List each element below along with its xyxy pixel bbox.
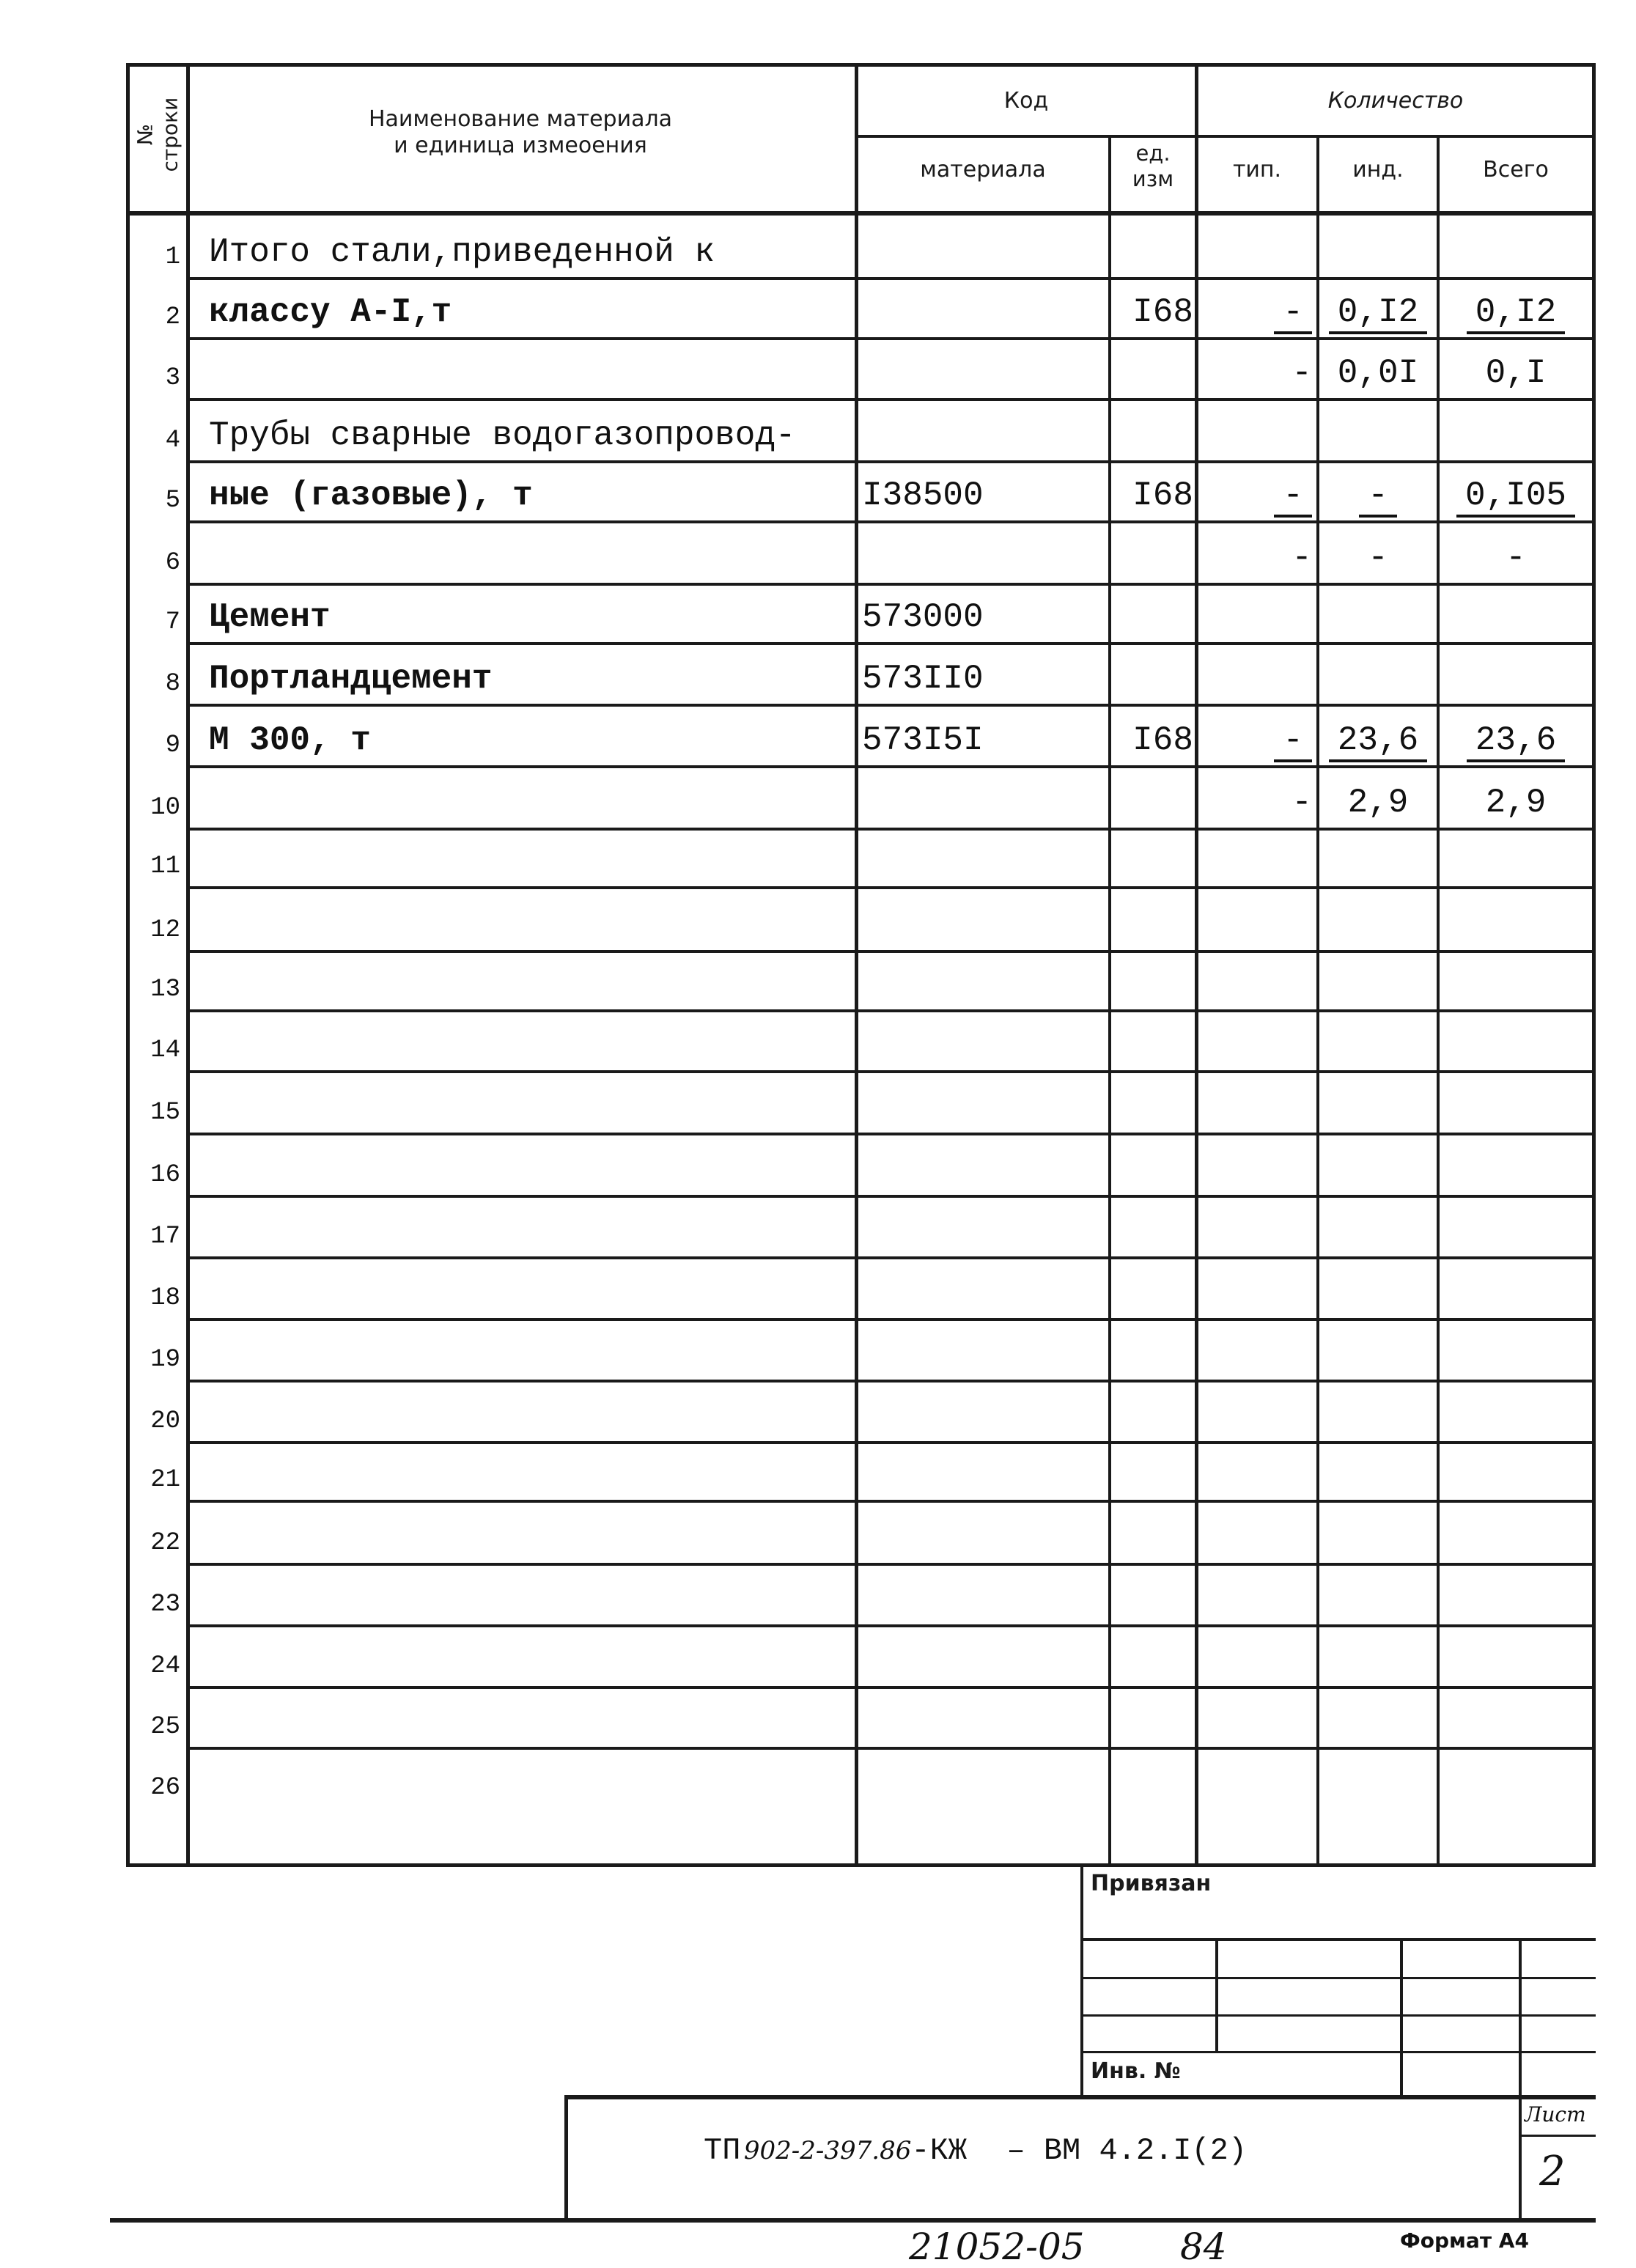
row-separator: [186, 1500, 1596, 1503]
row-separator: [186, 583, 1596, 586]
cell-typ: -: [1292, 539, 1312, 577]
doc-code-suffix: -КЖ: [911, 2133, 967, 2168]
cell-typ: -: [1292, 354, 1312, 392]
row-number: 23: [150, 1591, 180, 1619]
cell-name: ные (газовые), т: [209, 476, 533, 515]
stamp-extra: 84: [1180, 2225, 1227, 2268]
cell-typ: -: [1202, 293, 1312, 331]
cell-name: М 300, т: [209, 721, 371, 759]
cell-code: 573I5I: [862, 721, 984, 759]
header-qty-ind: инд.: [1352, 157, 1404, 183]
format-label: Формат А4: [1400, 2228, 1529, 2253]
cell-total: 23,6: [1444, 721, 1588, 759]
row-number: 16: [150, 1161, 180, 1189]
header-mid-line: [855, 135, 1596, 138]
row-number: 7: [165, 608, 180, 636]
name-column-left-border: [186, 63, 190, 1866]
inv-no-label: Инв. №: [1091, 2058, 1181, 2084]
row-separator: [186, 765, 1596, 768]
attached-col-line-3: [1519, 1938, 1522, 2095]
row-separator: [186, 1133, 1596, 1135]
row-separator: [186, 1009, 1596, 1012]
cell-name: Трубы сварные водогазопровод-: [209, 416, 796, 454]
row-separator: [186, 1441, 1596, 1444]
cell-typ: -: [1292, 784, 1312, 822]
header-qty-typ: тип.: [1232, 157, 1282, 183]
row-number: 24: [150, 1652, 180, 1680]
row-separator: [186, 1563, 1596, 1566]
cell-code: 573II0: [862, 660, 984, 698]
cell-ind: 23,6: [1324, 721, 1432, 759]
row-separator: [186, 1380, 1596, 1382]
title-block-top-line: [126, 1863, 1596, 1867]
row-separator: [186, 1318, 1596, 1321]
row-number: 19: [150, 1346, 180, 1374]
doc-code-hand: 902-2-397.86: [743, 2136, 912, 2165]
title-block-bottom-line: [110, 2218, 1596, 2223]
header-name: Наименование материала и единица измеоения: [368, 106, 673, 158]
cell-ind: -: [1368, 539, 1388, 577]
stamp-number: 21052-05: [909, 2225, 1085, 2268]
row-separator: [186, 1256, 1596, 1259]
header-code-unit: ед. изм: [1132, 141, 1174, 191]
cell-total: 0,I2: [1444, 293, 1588, 331]
header-code: Код: [1003, 88, 1049, 114]
cell-total: 0,I: [1485, 354, 1547, 392]
row-number: 4: [165, 427, 180, 454]
row-number: 26: [150, 1774, 180, 1802]
row-number: 17: [150, 1223, 180, 1251]
sheet-number: 2: [1539, 2148, 1566, 2195]
row-separator: [186, 1195, 1596, 1198]
row-number: 14: [150, 1037, 180, 1064]
sheet-box-mid-line: [1519, 2135, 1596, 2137]
code-column-left-border: [855, 63, 858, 1866]
row-number: 6: [165, 549, 180, 577]
cell-ind: -: [1324, 476, 1432, 515]
row-separator: [186, 398, 1596, 401]
cell-typ: -: [1202, 476, 1312, 515]
attached-box-left: [1080, 1863, 1083, 2098]
doc-code-mark: – ВМ 4.2.I(2): [1006, 2133, 1248, 2168]
row-number: 15: [150, 1099, 180, 1127]
doc-code: [704, 2133, 1247, 2168]
cell-unit: I68: [1132, 293, 1193, 331]
cell-ind: 0,0I: [1337, 354, 1419, 392]
cell-code: 573000: [862, 598, 984, 636]
row-number: 9: [165, 732, 180, 759]
sheet-label: Лист: [1525, 2102, 1586, 2127]
attached-label: Привязан: [1091, 1871, 1212, 1896]
row-separator: [186, 950, 1596, 953]
row-number: 11: [150, 853, 180, 880]
cell-total: 2,9: [1485, 784, 1547, 822]
cell-name: Цемент: [209, 598, 331, 636]
row-number: 20: [150, 1407, 180, 1435]
header-bottom-line: [126, 211, 1596, 216]
row-separator: [186, 828, 1596, 831]
header-quantity: Количество: [1327, 88, 1464, 114]
row-separator: [186, 1624, 1596, 1627]
cell-total: 0,I05: [1444, 476, 1588, 515]
cell-typ: -: [1202, 721, 1312, 759]
total-column-left-border: [1437, 135, 1440, 1866]
cell-ind: 2,9: [1347, 784, 1409, 822]
table-left-border: [126, 63, 130, 1866]
row-number: 1: [165, 243, 180, 271]
table-right-border: [1592, 63, 1596, 1866]
row-number: 2: [165, 303, 180, 331]
header-qty-total: Всего: [1483, 157, 1549, 183]
table-top-border: [126, 63, 1596, 67]
row-number: 18: [150, 1284, 180, 1312]
doc-code-top-line: [564, 2095, 1596, 2099]
unit-column-left-border: [1108, 135, 1111, 1866]
cell-total: -: [1506, 539, 1526, 577]
row-separator: [186, 642, 1596, 645]
row-number: 25: [150, 1713, 180, 1741]
qty-column-left-border: [1195, 63, 1198, 1866]
row-number: 12: [150, 916, 180, 944]
row-number: 13: [150, 976, 180, 1004]
row-number: 8: [165, 670, 180, 698]
row-separator: [186, 886, 1596, 889]
cell-name: Итого стали,приведенной к: [209, 233, 715, 271]
cell-code: I38500: [862, 476, 984, 515]
cell-name: классу А-I,т: [209, 293, 452, 331]
row-separator: [186, 1686, 1596, 1689]
ind-column-left-border: [1316, 135, 1319, 1866]
doc-code-left-line: [564, 2095, 568, 2221]
doc-code-prefix: ТП: [704, 2133, 741, 2168]
row-separator: [186, 460, 1596, 463]
sheet-box-left-line: [1519, 2095, 1522, 2221]
row-number: 5: [165, 487, 180, 515]
row-separator: [186, 520, 1596, 523]
cell-unit: I68: [1132, 721, 1193, 759]
row-separator: [186, 1070, 1596, 1073]
attached-col-line-2: [1400, 1938, 1403, 2095]
row-number: 21: [150, 1466, 180, 1494]
header-row-no: № строки: [133, 97, 182, 172]
cell-unit: I68: [1132, 476, 1193, 515]
row-number: 10: [150, 794, 180, 822]
row-number: 3: [165, 364, 180, 392]
cell-name: Портландцемент: [209, 660, 493, 698]
row-separator: [186, 1747, 1596, 1750]
row-separator: [186, 277, 1596, 280]
row-number: 22: [150, 1529, 180, 1557]
header-code-material: материала: [920, 157, 1046, 183]
row-separator: [186, 337, 1596, 340]
cell-ind: 0,I2: [1324, 293, 1432, 331]
row-separator: [186, 704, 1596, 707]
attached-col-line-1: [1215, 1938, 1218, 2053]
